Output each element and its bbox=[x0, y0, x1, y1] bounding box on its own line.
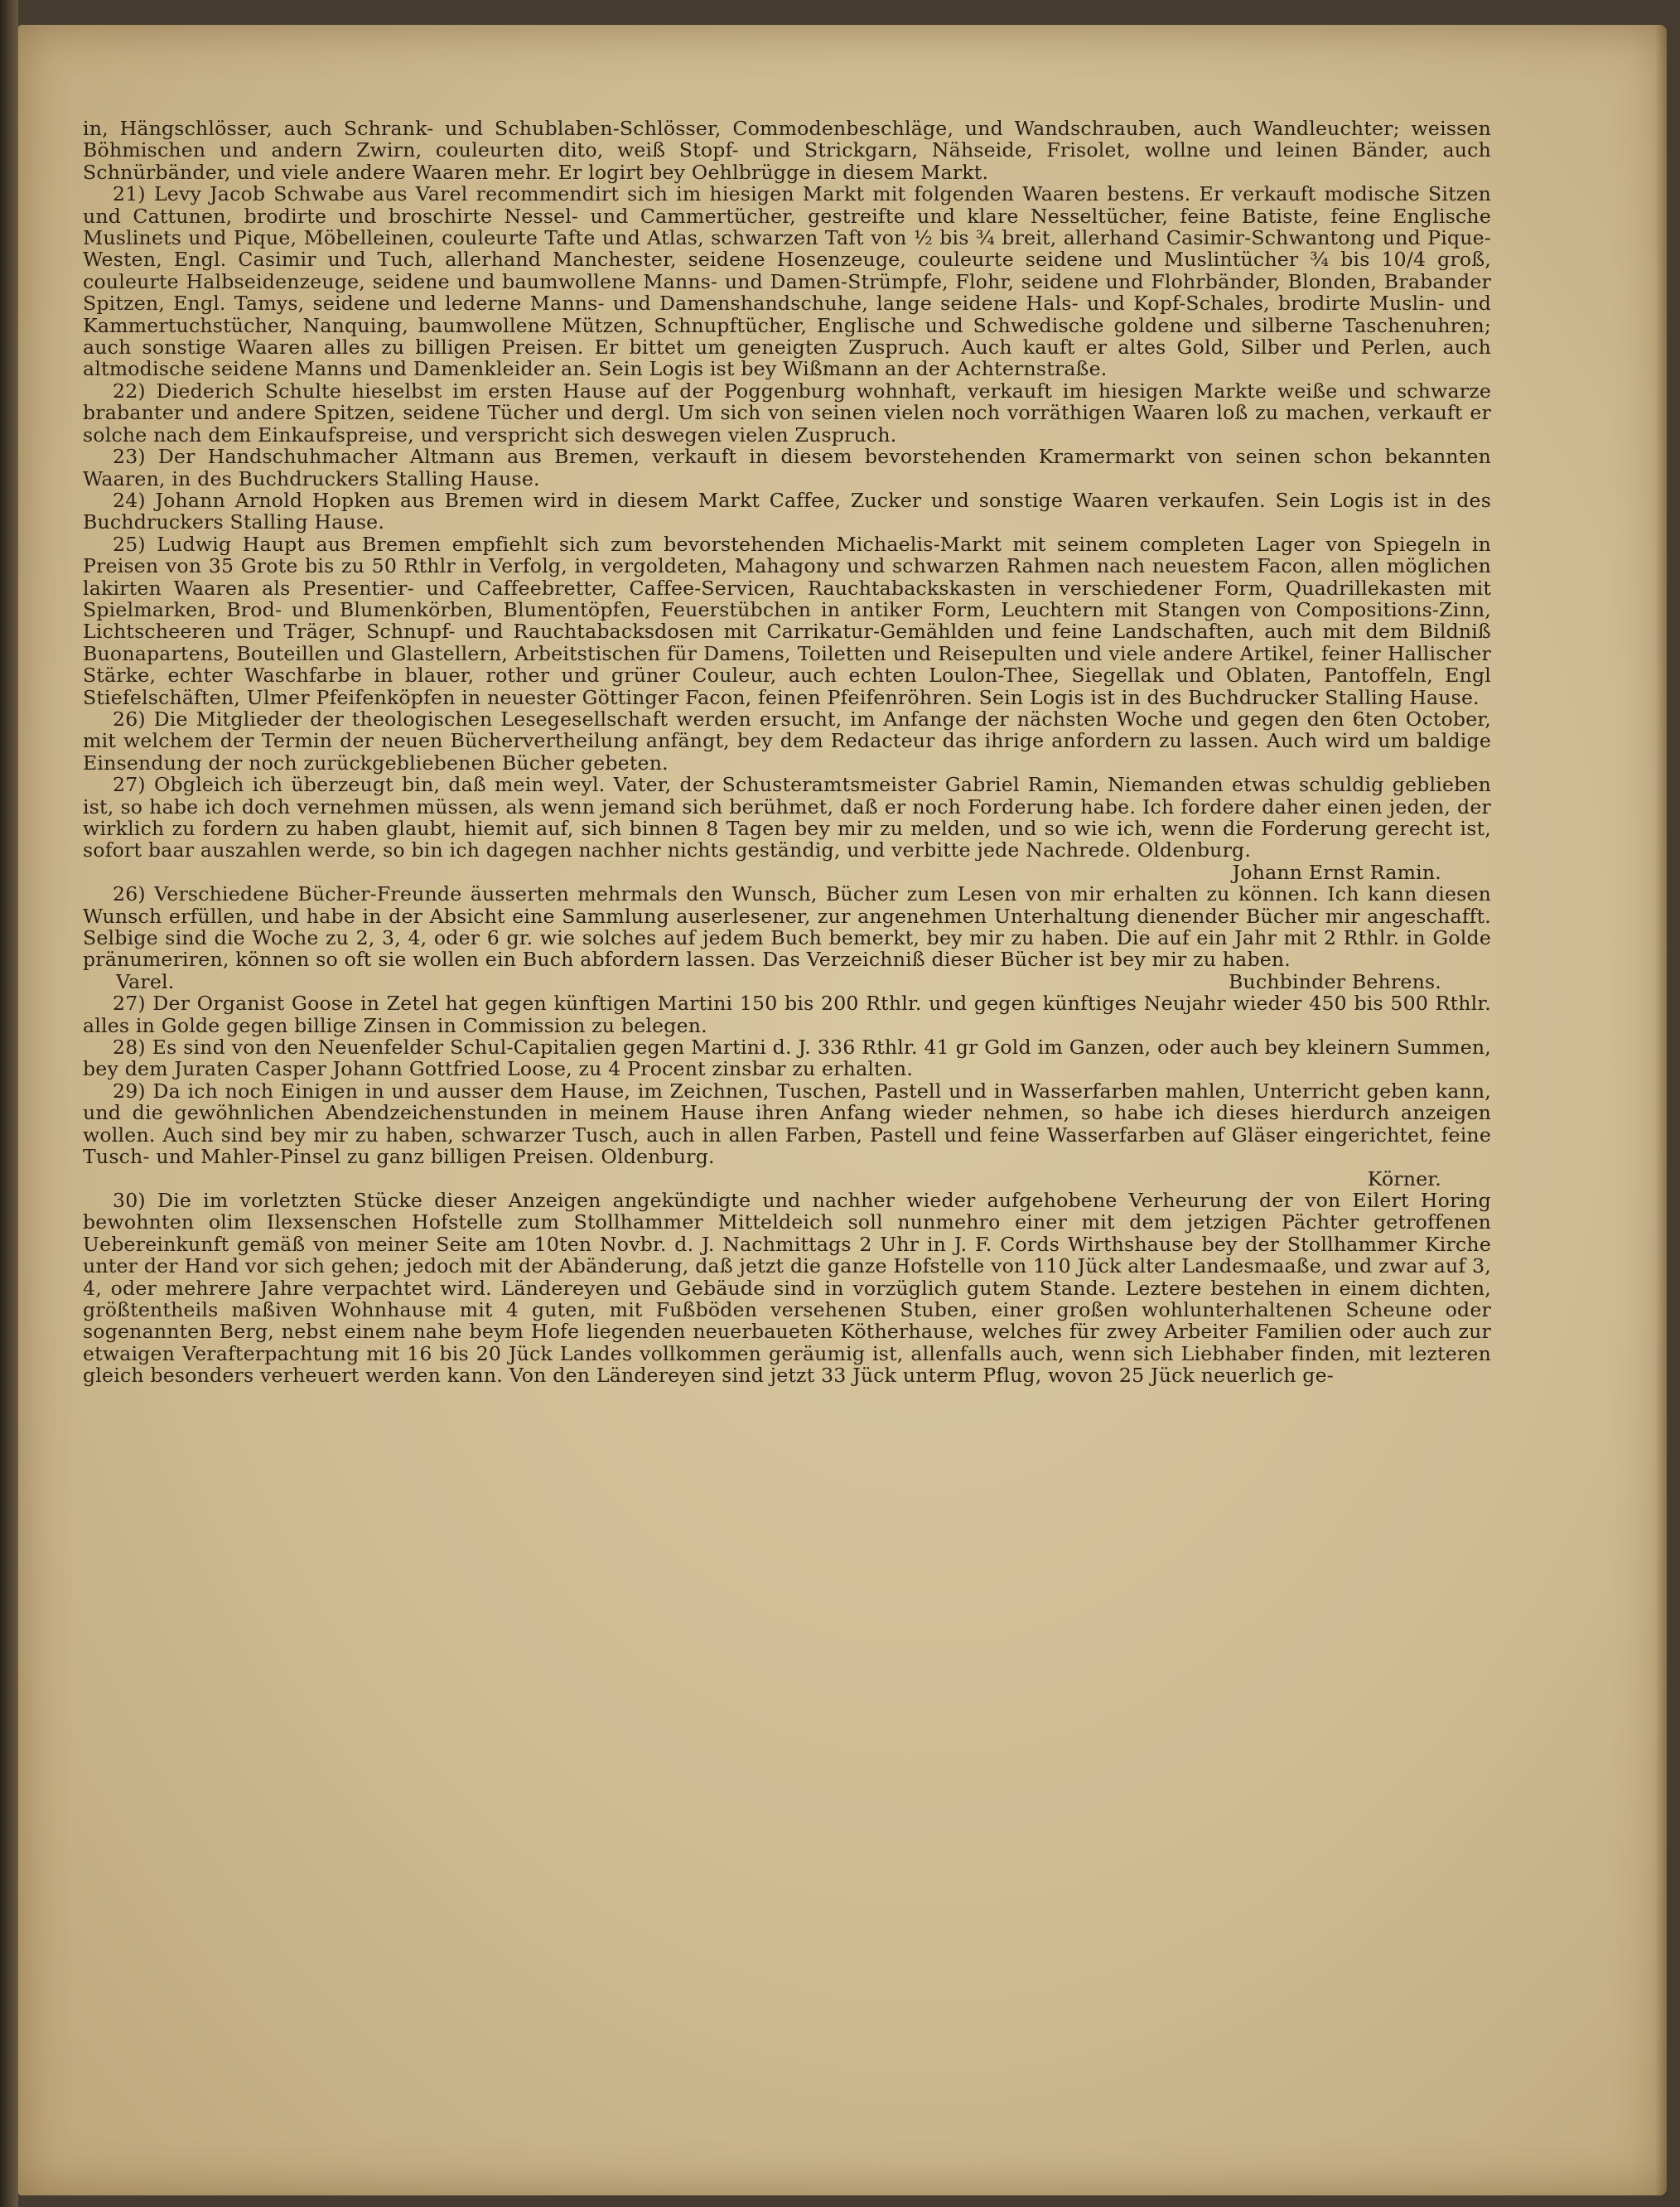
signature-place: Varel. bbox=[116, 969, 175, 993]
paragraph-26: 26) Die Mitglieder der theologischen Lesegesellschaft werden ersucht, im Anfange der nächsten Woche und gegen den 6ten October, mit welchem der Termin der neuen Büchervertheilung anfängt, bey dem Redacteur das ihrige anfordern zu lassen. Auch wird um baldige Einsendung der noch zurückgebliebenen Bücher gebeten. bbox=[83, 707, 1491, 775]
previous-page-edge bbox=[0, 0, 18, 2207]
paragraph-22: 22) Diederich Schulte hieselbst im ersten Hause auf der Poggenburg wohnhaft, verkauft im hiesigen Markte weiße und schwarze brabanter und andere Spitzen, seidene Tücher und dergl. Um sich von seinen vielen noch vorräthigen Waaren loß zu machen, verkauft er solche nach dem Einkaufspreise, und verspricht sich deswegen vielen Zuspruch. bbox=[83, 379, 1491, 447]
signature-line-behrens bbox=[83, 971, 1491, 992]
paragraph-25: 25) Ludwig Haupt aus Bremen empfiehlt sich zum bevorstehenden Michaelis-Markt mit seinem completen Lager von Spiegeln in Preisen von 35 Grote bis zu 50 Rthlr in Verfolg, in vergoldeten, Mahagony und schwarzen Rahmen nach neuestem Facon, allen möglichen lakirten Waaren als Presentier- und Caffeebretter, Caffee-Servicen, Rauchtabackskasten in verschiedener Form, Quadrillekasten mit Spielmarken, Brod- und Blumenkörben, Blumentöpfen, Feuerstübchen in antiker Form, Leuchtern mit Stangen von Compositions-Zinn, Lichtscheeren und Träger, Schnupf- und Rauchtabacksdosen mit Carrikatur-Gemählden und feine Landschaften, auch mit dem Bildniß Buonapartens, Bouteillen und Glastellern, Arbeitstischen für Damens, Toiletten und Reisepulten und viele andere Artikel, feiner Hallischer Stärke, echter Waschfarbe in blauer, rother und grüner Couleur, auch echten Loulon-Thee, Siegellak und Oblaten, Pantoffeln, Engl Stiefelschäften, Ulmer Pfeifenköpfen in neuester Göttinger Facon, feinen Pfeifenröhren. Sein Logis ist in des Buchdrucker Stalling Hause. bbox=[83, 532, 1491, 709]
newspaper-page bbox=[18, 25, 1667, 2195]
paragraph-continued: in, Hängschlösser, auch Schrank- und Schublaben-Schlösser, Commodenbeschläge, und Wandschrauben, auch Wandleuchter; weissen Böhmischen und andern Zwirn, couleurten dito, weiß Stopf- und Strickgarn, Nähseide, Frisolet, wollne und leinen Bänder, auch Schnürbänder, und viele andere Waaren mehr. Er logirt bey Oehlbrügge in diesem Markt. bbox=[83, 117, 1491, 184]
paragraph-29: 29) Da ich noch Einigen in und ausser dem Hause, im Zeichnen, Tuschen, Pastell und in Wasserfarben mahlen, Unterricht geben kann, und die gewöhnlichen Abendzeichenstunden in meinem Hause ihren Anfang wieder nehmen, so habe ich dieses hierdurch anzeigen wollen. Auch sind bey mir zu haben, schwarzer Tusch, auch in allen Farben, Pastell und feine Wasserfarben auf Gläser eingerichtet, feine Tusch- und Mahler-Pinsel zu ganz billigen Preisen. Oldenburg. bbox=[83, 1079, 1491, 1169]
paragraph-27b: 27) Der Organist Goose in Zetel hat gegen künftigen Martini 150 bis 200 Rthlr. und gegen künftiges Neujahr wieder 450 bis 500 Rthlr. alles in Golde gegen billige Zinsen in Commission zu belegen. bbox=[83, 992, 1491, 1037]
paragraph-21: 21) Levy Jacob Schwabe aus Varel recommendirt sich im hiesigen Markt mit folgenden Waaren bestens. Er verkauft modische Sitzen und Cattunen, brodirte und broschirte Nessel- und Cammertücher, gestreifte und klare Nesseltücher, feine Batiste, feine Englische Muslinets und Pique, Möbelleinen, couleurte Tafte und Atlas, schwarzen Taft von ½ bis ¾ breit, allerhand Casimir-Schwantong und Pique-Westen, Engl. Casimir und Tuch, allerhand Manchester, seidene Hosenzeuge, couleurte seidene und Muslintücher ¾ bis 10/4 groß, couleurte Halbseidenzeuge, seidene und baumwollene Manns- und Damen-Strümpfe, Flohr, seidene und Flohrbänder, Blonden, Brabander Spitzen, Engl. Tamys, seidene und lederne Manns- und Damenshandschuhe, lange seidene Hals- und Kopf-Schales, brodirte Muslin- und Kammertuchstücher, Nanquing, baumwollene Mützen, Schnupftücher, Englische und Schwedische goldene und silberne Taschenuhren; auch sonstige Waaren alles zu billigen Preisen. Er bittet um geneigten Zuspruch. Auch kauft er altes Gold, Silber und Perlen, auch altmodische seidene Manns und Damenkleider an. Sein Logis ist bey Wißmann an der Achternstraße. bbox=[83, 182, 1491, 381]
paragraph-23: 23) Der Handschuhmacher Altmann aus Bremen, verkauft in diesem bevorstehenden Kramermarkt von seinen schon bekannten Waaren, in des Buchdruckers Stalling Hause. bbox=[83, 445, 1491, 490]
signature-ramin: Johann Ernst Ramin. bbox=[1232, 860, 1441, 884]
page-text bbox=[83, 118, 1491, 1387]
paragraph-27: 27) Obgleich ich überzeugt bin, daß mein weyl. Vater, der Schusteramtsmeister Gabriel Ramin, Niemanden etwas schuldig geblieben ist, so habe ich doch vernehmen müssen, als wenn jemand sich berühmet, daß er noch Forderung habe. Ich fordere daher einen jeden, der wirklich zu fordern zu haben glaubt, hiemit auf, sich binnen 8 Tagen bey mir zu melden, und so wie ich, wenn die Forderung gerecht ist, sofort baar auszahlen werde, so bin ich dagegen nachher nichts geständig, und verbitte jede Nachrede. Oldenburg. bbox=[83, 773, 1491, 862]
paragraph-28: 28) Es sind von den Neuenfelder Schul-Capitalien gegen Martini d. J. 336 Rthlr. 41 gr Gold im Ganzen, oder auch bey kleinern Summen, bey dem Juraten Casper Johann Gottfried Loose, zu 4 Procent zinsbar zu erhalten. bbox=[83, 1036, 1491, 1081]
signature-koerner: Körner. bbox=[1367, 1166, 1441, 1190]
paragraph-24: 24) Johann Arnold Hopken aus Bremen wird in diesem Markt Caffee, Zucker und sonstige Waaren verkaufen. Sein Logis ist in des Buchdruckers Stalling Hause. bbox=[83, 488, 1491, 534]
signature-behrens: Buchbinder Behrens. bbox=[1229, 969, 1441, 993]
paragraph-26b: 26) Verschiedene Bücher-Freunde äusserten mehrmals den Wunsch, Bücher zum Lesen von mir erhalten zu können. Ich kann diesen Wunsch erfüllen, und habe in der Absicht eine Sammlung auserlesener, zur angenehmen Unterhaltung dienender Bücher mir angeschafft. Selbige sind die Woche zu 2, 3, 4, oder 6 gr. wie solches auf jedem Buch bemerkt, bey mir zu haben. Die auf ein Jahr mit 2 Rthlr. in Golde pränumeriren, können so oft sie wollen ein Buch abfordern lassen. Das Verzeichniß dieser Bücher ist bey mir zu haben. bbox=[83, 882, 1491, 972]
paragraph-30: 30) Die im vorletzten Stücke dieser Anzeigen angekündigte und nachher wieder aufgehobene Verheurung der von Eilert Horing bewohnten olim Ilexsenschen Hofstelle zum Stollhammer Mitteldeich soll nunmehro einer mit dem jetzigen Pächter getroffenen Uebereinkunft gemäß von meiner Seite am 10ten Novbr. d. J. Nachmittags 2 Uhr in J. F. Cords Wirthshause bey der Stollhammer Kirche unter der Hand vor sich gehen; jedoch mit der Abänderung, daß jetzt die ganze Hofstelle von 110 Jück alter Landesmaaße, und zwar auf 3, 4, oder mehrere Jahre verpachtet wird. Ländereyen und Gebäude sind in vorzüglich gutem Stande. Leztere bestehen in einem dichten, größtentheils maßiven Wohnhause mit 4 guten, mit Fußböden versehenen Stuben, einer großen wohlunterhaltenen Scheune oder sogenannten Berg, nebst einem nahe beym Hofe liegenden neuerbaueten Kötherhause, welches für zwey Arbeiter Familien oder auch zur etwaigen Verafterpachtung mit 16 bis 20 Jück Landes vollkommen geräumig ist, allenfalls auch, wenn sich Liebhaber finden, mit lezteren gleich besonders verheuert werden kann. Von den Ländereyen sind jetzt 33 Jück unterm Pflug, wovon 25 Jück neuerlich ge- bbox=[83, 1188, 1491, 1388]
